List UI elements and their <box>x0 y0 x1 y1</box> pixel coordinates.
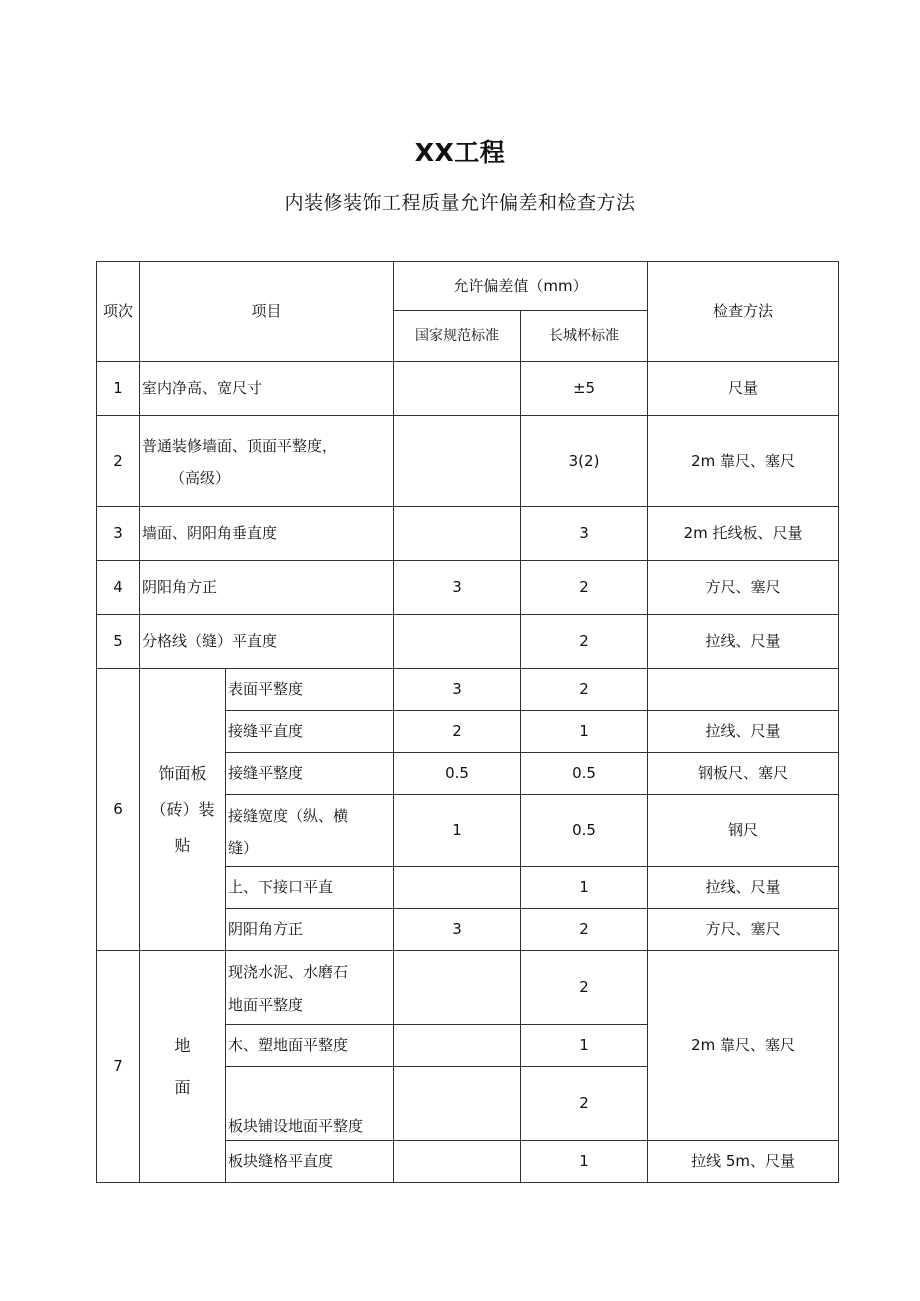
row-method: 拉线、尺量 <box>648 615 839 669</box>
group7-category <box>140 951 226 1183</box>
row-index: 2 <box>97 416 140 507</box>
row-item-line: （高级） <box>170 469 231 487</box>
row-national: 0.5 <box>394 753 521 795</box>
table-row <box>97 362 839 416</box>
row-index: 1 <box>97 362 140 416</box>
row-method: 尺量 <box>648 362 839 416</box>
row-national <box>394 1141 521 1183</box>
row-greatwall: 1 <box>521 867 648 909</box>
group7-category-line: 面 <box>174 1077 191 1097</box>
row-index: 3 <box>97 507 140 561</box>
row-national <box>394 951 521 1025</box>
row-national <box>394 1067 521 1141</box>
row-item-line: 现浇水泥、水磨石 <box>228 962 349 981</box>
group6-category <box>140 669 226 951</box>
group7-index: 7 <box>97 951 140 1183</box>
row-item <box>226 795 394 867</box>
header-row <box>97 262 839 311</box>
header-national: 国家规范标准 <box>394 311 521 362</box>
row-national <box>394 615 521 669</box>
row-index: 5 <box>97 615 140 669</box>
header-greatwall: 长城杯标准 <box>521 311 648 362</box>
row-greatwall: 1 <box>521 711 648 753</box>
row-item <box>140 416 394 507</box>
table-row <box>97 615 839 669</box>
row-greatwall: 2 <box>521 669 648 711</box>
row-method: 拉线、尺量 <box>648 711 839 753</box>
row-method: 拉线 5m、尺量 <box>648 1141 839 1183</box>
row-greatwall: 3 <box>521 507 648 561</box>
row-method: 2m 靠尺、塞尺 <box>648 416 839 507</box>
group6-category-line: 饰面板 <box>158 763 207 783</box>
table-row <box>97 507 839 561</box>
row-item: 接缝平直度 <box>226 711 394 753</box>
document-title: XX工程 <box>414 138 506 167</box>
row-greatwall: 1 <box>521 1141 648 1183</box>
row-item: 阴阳角方正 <box>226 909 394 951</box>
row-item: 墙面、阴阳角垂直度 <box>140 507 394 561</box>
row-item: 分格线（缝）平直度 <box>140 615 394 669</box>
row-greatwall: 1 <box>521 1025 648 1067</box>
row-national: 2 <box>394 711 521 753</box>
row-national <box>394 1025 521 1067</box>
group7-shared-method: 2m 靠尺、塞尺 <box>648 951 839 1141</box>
row-national: 1 <box>394 795 521 867</box>
row-greatwall: 0.5 <box>521 753 648 795</box>
header-tolerance: 允许偏差值（mm） <box>394 262 648 311</box>
table-row <box>97 561 839 615</box>
row-greatwall: 2 <box>521 951 648 1025</box>
group6-index: 6 <box>97 669 140 951</box>
row-national <box>394 867 521 909</box>
row-greatwall: 2 <box>521 909 648 951</box>
header-index: 项次 <box>97 262 140 362</box>
row-item: 接缝平整度 <box>226 753 394 795</box>
row-method <box>648 669 839 711</box>
row-item: 木、塑地面平整度 <box>226 1025 394 1067</box>
row-item-line: 缝） <box>228 838 259 857</box>
row-method: 钢尺 <box>648 795 839 867</box>
header-item: 项目 <box>140 262 394 362</box>
table-row <box>97 951 839 1025</box>
tolerance-table <box>96 261 839 1183</box>
row-item: 上、下接口平直 <box>226 867 394 909</box>
row-method: 拉线、尺量 <box>648 867 839 909</box>
row-national <box>394 507 521 561</box>
row-greatwall: ±5 <box>521 362 648 416</box>
row-item: 阴阳角方正 <box>140 561 394 615</box>
row-greatwall: 2 <box>521 561 648 615</box>
row-item <box>226 951 394 1025</box>
row-item-line: 地面平整度 <box>228 995 304 1014</box>
row-method: 2m 托线板、尺量 <box>648 507 839 561</box>
row-national <box>394 416 521 507</box>
group7-category-line: 地 <box>174 1035 191 1055</box>
row-item: 室内净高、宽尺寸 <box>140 362 394 416</box>
row-national: 3 <box>394 669 521 711</box>
row-method: 钢板尺、塞尺 <box>648 753 839 795</box>
row-item-line: 接缝宽度（纵、横 <box>228 806 349 825</box>
row-item-line: 普通装修墙面、顶面平整度， <box>142 437 338 455</box>
row-national: 3 <box>394 909 521 951</box>
row-greatwall: 2 <box>521 1067 648 1141</box>
group6-category-line: （砖）装 <box>150 799 215 819</box>
row-index: 4 <box>97 561 140 615</box>
row-greatwall: 2 <box>521 615 648 669</box>
table-row <box>97 669 839 711</box>
row-item: 板块缝格平直度 <box>226 1141 394 1183</box>
row-national: 3 <box>394 561 521 615</box>
row-greatwall: 0.5 <box>521 795 648 867</box>
row-item: 板块铺设地面平整度 <box>226 1067 394 1141</box>
row-method: 方尺、塞尺 <box>648 561 839 615</box>
row-method: 方尺、塞尺 <box>648 909 839 951</box>
table-row <box>97 416 839 507</box>
row-national <box>394 362 521 416</box>
row-item: 表面平整度 <box>226 669 394 711</box>
row-greatwall: 3(2) <box>521 416 648 507</box>
document-subtitle: 内装修装饰工程质量允许偏差和检查方法 <box>284 192 636 214</box>
header-method: 检查方法 <box>648 262 839 362</box>
group6-category-line: 贴 <box>174 835 191 855</box>
